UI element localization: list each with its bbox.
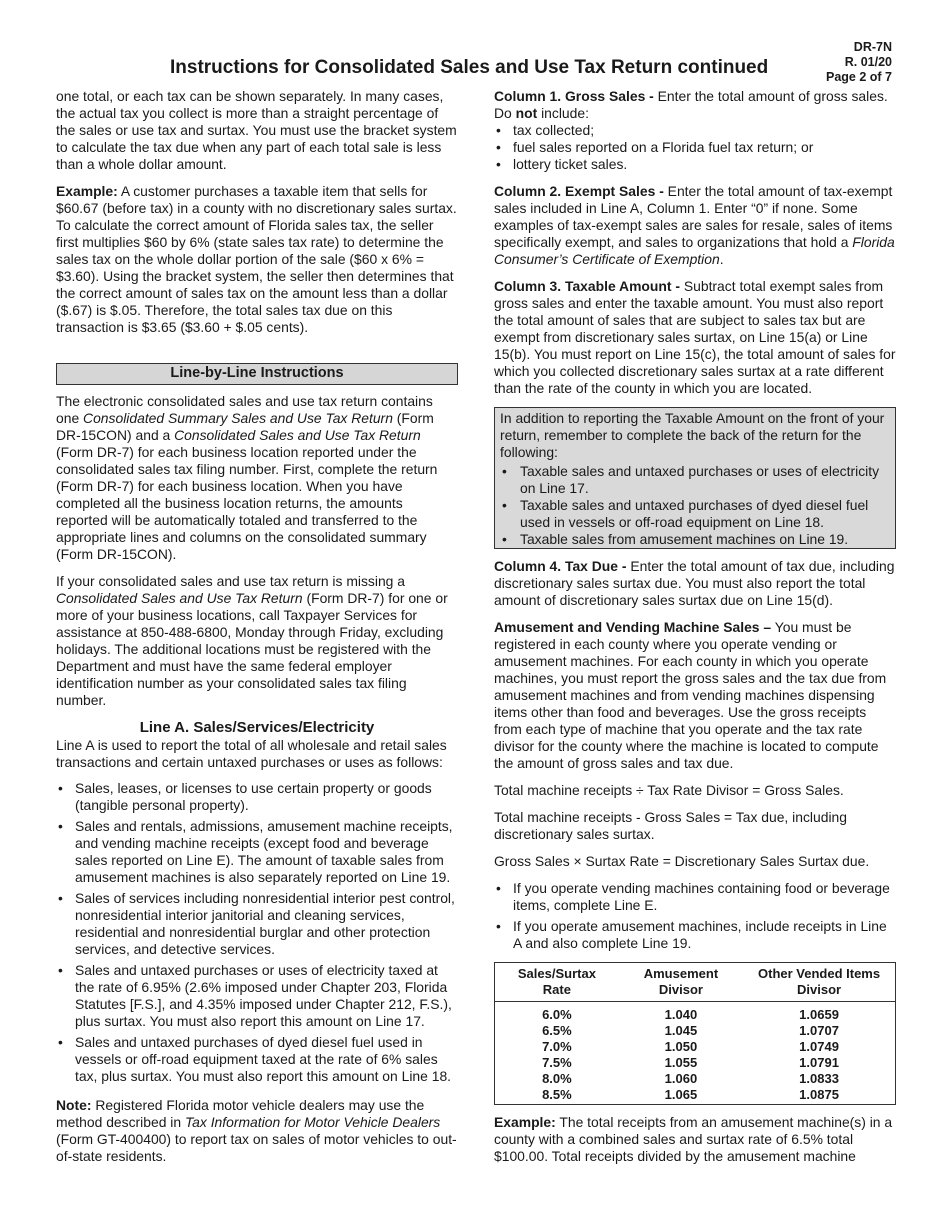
list-item: • Sales and rentals, admissions, amusement machine receipts, and vending machine receipts (except food and beverage sales reported on Line E). The amount of taxable sales from amusement machines is also separately reported on Line 19.	[56, 818, 458, 886]
text-run: Enter the total amount of tax due, including discretionary sales surtax due. You must also report the total amount of discretionary sales surtax due on Line 15(d).	[494, 558, 895, 608]
table-cell: 1.065	[664, 1087, 698, 1102]
text-run: .	[719, 251, 724, 267]
table-cell: 1.0791	[799, 1055, 839, 1070]
text-run: (Form DR-15CON) and a	[56, 410, 434, 443]
table-cell: 1.045	[664, 1023, 698, 1038]
formula-surtax: Gross Sales × Surtax Rate = Discretionary Sales Surtax due.	[494, 853, 870, 869]
table-cell: 6.0%	[542, 1007, 572, 1022]
column-2-paragraph	[494, 183, 896, 268]
table-row	[495, 1055, 896, 1071]
table-cell: 8.5%	[542, 1087, 572, 1102]
table-cell: 1.0875	[799, 1087, 839, 1102]
text-run: include:	[537, 105, 589, 121]
list-item: • Taxable sales from amusement machines on Line 19.	[500, 531, 891, 548]
column-2-label: Column 2. Exempt Sales -	[494, 183, 664, 199]
example-label: Example:	[56, 183, 118, 199]
column-1-paragraph	[494, 88, 896, 122]
column-3-label: Column 3. Taxable Amount -	[494, 278, 680, 294]
header-text: Sales/Surtax	[517, 966, 596, 981]
list-item: • Sales and untaxed purchases or uses of electricity taxed at the rate of 6.95% (2.6% imposed under Chapter 203, Florida Statutes [F.S.], and 4.35% imposed under Chapter 212, F.S.), plus surtax. You must also report this amount on Line 17.	[56, 962, 458, 1030]
form-title: Consolidated Sales and Use Tax Return	[174, 427, 421, 443]
table-cell: 1.060	[664, 1071, 698, 1086]
text-run: Enter the total amount of gross sales. Do	[494, 88, 888, 121]
table-row	[495, 1087, 896, 1105]
form-title: Consolidated Sales and Use Tax Return	[56, 590, 303, 606]
example-text: A customer purchases a taxable item that sells for $60.67 (before tax) in a county with no discretionary sales surtax. To calculate the correct amount of Florida sales tax, the seller first multiplies $60 by 6% (state sales tax rate) to determine the sales tax on the whole dollar portion of the sale ($60 x 6% = $3.60). Using the bracket system, the seller then determines that the correct amount of sales tax on the amount less than a dollar ($.67) is $.05. Therefore, the total sales tax due on this transaction is $3.65 ($3.60 + $.05 cents).	[56, 183, 457, 335]
line-a-list	[56, 780, 458, 1085]
list-item: • Sales, leases, or licenses to use certain property or goods (tangible personal property).	[56, 780, 458, 814]
list-item: • lottery ticket sales.	[494, 156, 896, 173]
list-item: • If you operate amusement machines, include receipts in Line A and also complete Line 19.	[494, 918, 896, 952]
column-3-paragraph	[494, 278, 896, 397]
line-a-intro: Line A is used to report the total of all wholesale and retail sales transactions and certain untaxed purchases or uses as follows:	[56, 737, 447, 770]
text-run: The electronic consolidated sales and use tax return contains one	[56, 393, 433, 426]
table-row	[495, 1023, 896, 1039]
table-cell: 1.0833	[799, 1071, 839, 1086]
table-cell: 1.0707	[799, 1023, 839, 1038]
missing-return-paragraph	[56, 573, 458, 709]
form-identifier	[826, 40, 892, 85]
table-header	[495, 963, 619, 1002]
left-column	[56, 88, 458, 1175]
text-run: (Form DR-7) for each business location reported under the consolidated sales tax filing number. First, complete the return (Form DR-7) for each business location. When you have completed all the business location returns, the amounts reported will be automatically totaled and transferred to the appropriate lines and columns on the consolidated summary (Form DR-15CON).	[56, 444, 438, 562]
list-item: • Taxable sales and untaxed purchases of dyed diesel fuel used in vessels or off-road equipment on Line 18.	[500, 497, 891, 531]
formula-gross-sales: Total machine receipts ÷ Tax Rate Divisor = Gross Sales.	[494, 782, 844, 798]
column-1-exclusions	[494, 122, 896, 173]
column-4-label: Column 4. Tax Due -	[494, 558, 627, 574]
amusement-example	[494, 1114, 896, 1165]
machine-list	[494, 880, 896, 952]
table-header-row	[495, 963, 896, 1002]
table-cell: 6.5%	[542, 1023, 572, 1038]
dealer-note	[56, 1097, 458, 1165]
table-row	[495, 1039, 896, 1055]
table-cell: 1.0749	[799, 1039, 839, 1054]
reminder-box	[494, 407, 896, 549]
text-run: (Form GT-400400) to report tax on sales of motor vehicles to out-of-state residents.	[56, 1131, 457, 1164]
line-by-line-heading: Line-by-Line Instructions	[56, 363, 458, 385]
table-header	[619, 963, 743, 1002]
text-run: The total receipts from an amusement machine(s) in a county with a combined sales and surtax rate of 6.5% total $100.00. Total receipts divided by the amusement machine	[494, 1114, 893, 1164]
reminder-list	[500, 463, 891, 548]
table-cell: 7.0%	[542, 1039, 572, 1054]
table-cell: 1.040	[664, 1007, 698, 1022]
amusement-label: Amusement and Vending Machine Sales –	[494, 619, 772, 635]
list-item: • Sales and untaxed purchases of dyed diesel fuel used in vessels or off-road equipment taxed at the rate of 6% sales tax, plus surtax. You must also report this amount on Line 18.	[56, 1034, 458, 1085]
list-item: • Taxable sales and untaxed purchases or uses of electricity on Line 17.	[500, 463, 891, 497]
formula-tax-due: Total machine receipts - Gross Sales = Tax due, including discretionary sales surtax.	[494, 809, 847, 842]
table-row	[495, 1071, 896, 1087]
form-title: Tax Information for Motor Vehicle Dealers	[184, 1114, 441, 1130]
list-item: • If you operate vending machines containing food or beverage items, complete Line E.	[494, 880, 896, 914]
form-title: Consolidated Summary Sales and Use Tax Return	[83, 410, 393, 426]
text-run: You must be registered in each county where you operate vending or amusement machines. For each county in which you operate machines, you must report the gross sales and the tax due from amusement machines and from vending machines dispensing items other than food and beverages. Use the gross receipts from each type of machine that you operate and the tax rate divisor for the county where the machine is located to compute the amount of gross sales and tax due.	[494, 619, 887, 771]
table-cell: 1.0659	[799, 1007, 839, 1022]
example-label: Example:	[494, 1114, 556, 1130]
text-run: Enter the total amount of tax-exempt sales included in Line A, Column 1. Enter “0” if none. Some examples of tax-exempt sales are sales for resale, sales of items specifically exempt, and sales to organizations that hold a	[494, 183, 893, 250]
table-row	[495, 1002, 896, 1024]
table-cell: 7.5%	[542, 1055, 572, 1070]
header-text: Divisor	[658, 982, 703, 997]
form-title: Florida Consumer’s Certificate of Exemption	[494, 234, 895, 267]
header-text: Other Vended Items	[758, 966, 881, 981]
right-column	[494, 88, 896, 1175]
table-cell: 1.055	[664, 1055, 698, 1070]
text-run: Subtract total exempt sales from gross sales and enter the taxable amount. You must also report the total amount of sales that are subject to sales tax but are exempt from discretionary sales surtax, on Line 15(a) or Line 15(b). You must report on Line 15(c), the total amount of sales for which you collected discretionary sales surtax at a rate different than the rate of the county in which you are located.	[494, 278, 896, 396]
table-header	[743, 963, 895, 1002]
table-cell: 1.050	[664, 1039, 698, 1054]
divisor-table	[494, 962, 896, 1105]
column-4-paragraph	[494, 558, 896, 609]
header-text: Rate	[542, 982, 571, 997]
text-run: If your consolidated sales and use tax return is missing a	[56, 573, 405, 589]
table-cell: 8.0%	[542, 1071, 572, 1086]
consolidated-return-paragraph	[56, 393, 458, 563]
list-item: • Sales of services including nonresidential interior pest control, nonresidential interior janitorial and cleaning services, residential and nonresidential burglar and other protection services, and detective services.	[56, 890, 458, 958]
line-a-heading: Line A. Sales/Services/Electricity	[139, 719, 375, 736]
list-item: • fuel sales reported on a Florida fuel tax return; or	[494, 139, 896, 156]
page-title: Instructions for Consolidated Sales and Use Tax Return continued	[170, 57, 769, 78]
text-run: (Form DR-7) for one or more of your business locations, call Taxpayer Services for assistance at 850-488-6800, Monday through Friday, excluding holidays. The additional locations must be registered with the Department and must have the same federal employer identification number as your consolidated sales tax filing number.	[56, 590, 448, 708]
bracket-example	[56, 183, 458, 336]
emphasis: not	[515, 105, 538, 121]
text-run: Registered Florida motor vehicle dealers may use the method described in	[56, 1097, 425, 1130]
intro-paragraph: one total, or each tax can be shown separately. In many cases, the actual tax you collect is more than a straight percentage of the sales or use tax and surtax. You must use the bracket system to calculate the tax due when any part of each total sale is less than a whole dollar amount.	[56, 88, 457, 172]
form-revision: R. 01/20	[844, 55, 892, 69]
header-text: Amusement	[643, 966, 719, 981]
amusement-paragraph	[494, 619, 896, 772]
note-label: Note:	[56, 1097, 92, 1113]
reminder-intro: In addition to reporting the Taxable Amount on the front of your return, remember to complete the back of the return for the following:	[500, 410, 885, 460]
page-number: Page 2 of 7	[826, 70, 892, 84]
column-1-label: Column 1. Gross Sales -	[494, 88, 654, 104]
list-item: • tax collected;	[494, 122, 896, 139]
header-text: Divisor	[797, 982, 842, 997]
form-number: DR-7N	[853, 40, 892, 54]
